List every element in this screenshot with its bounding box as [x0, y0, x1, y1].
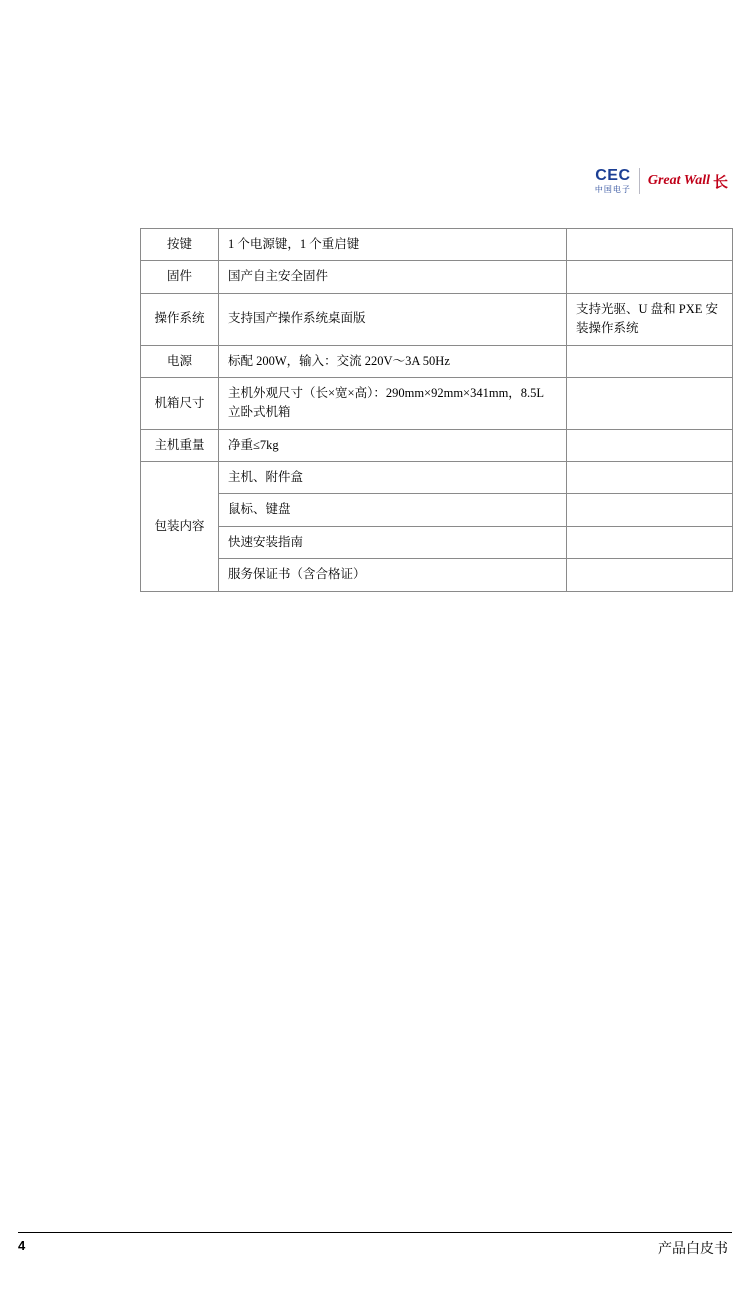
document-title: 产品白皮书: [658, 1242, 728, 1257]
row-note: [567, 345, 733, 377]
row-value: 支持国产操作系统桌面版: [219, 293, 567, 345]
row-value: 净重≤7kg: [219, 429, 567, 461]
specification-table: [140, 228, 733, 592]
row-value: 主机、附件盒: [219, 462, 567, 494]
table-row: [141, 229, 733, 261]
logo-divider: [639, 168, 640, 194]
row-note: [567, 559, 733, 591]
table-row: [141, 377, 733, 429]
footer-divider: [18, 1232, 732, 1233]
row-value: 主机外观尺寸（长×宽×高）：290mm×92mm×341mm，8.5L 立卧式机箱: [219, 377, 567, 429]
row-note: [567, 526, 733, 558]
row-note: [567, 462, 733, 494]
row-value: 1 个电源键，1 个重启键: [219, 229, 567, 261]
cec-logo: [595, 168, 631, 194]
table-row: [141, 559, 733, 591]
page-number: 4: [18, 1238, 26, 1253]
table-row: [141, 429, 733, 461]
row-note: [567, 261, 733, 293]
table-row: [141, 526, 733, 558]
row-label: 主机重量: [141, 429, 219, 461]
row-value: 鼠标、键盘: [219, 494, 567, 526]
row-note: [567, 229, 733, 261]
row-label: 机箱尺寸: [141, 377, 219, 429]
table-row: [141, 494, 733, 526]
row-label: 操作系统: [141, 293, 219, 345]
row-value: 国产自主安全固件: [219, 261, 567, 293]
table-row: [141, 293, 733, 345]
greatwall-logo-mark: 长: [712, 174, 728, 191]
row-value: 快速安装指南: [219, 526, 567, 558]
cec-logo-main: CEC: [595, 167, 631, 184]
greatwall-logo-text: Great Wall: [647, 173, 710, 188]
row-value: 服务保证书（含合格证）: [219, 559, 567, 591]
greatwall-logo: [648, 171, 728, 192]
cec-logo-sub: 中国电子: [594, 185, 631, 194]
row-label: 电源: [141, 345, 219, 377]
table-row: [141, 462, 733, 494]
row-note: [567, 494, 733, 526]
row-label: 按键: [141, 229, 219, 261]
row-note: [567, 377, 733, 429]
row-note: 支持光驱、U 盘和 PXE 安装操作系统: [567, 293, 733, 345]
table-row: [141, 345, 733, 377]
table-row: [141, 261, 733, 293]
row-value: 标配 200W，输入：交流 220V～3A 50Hz: [219, 345, 567, 377]
row-label: 固件: [141, 261, 219, 293]
row-label: 包装内容: [141, 462, 219, 592]
row-note: [567, 429, 733, 461]
brand-logo: [595, 168, 728, 194]
